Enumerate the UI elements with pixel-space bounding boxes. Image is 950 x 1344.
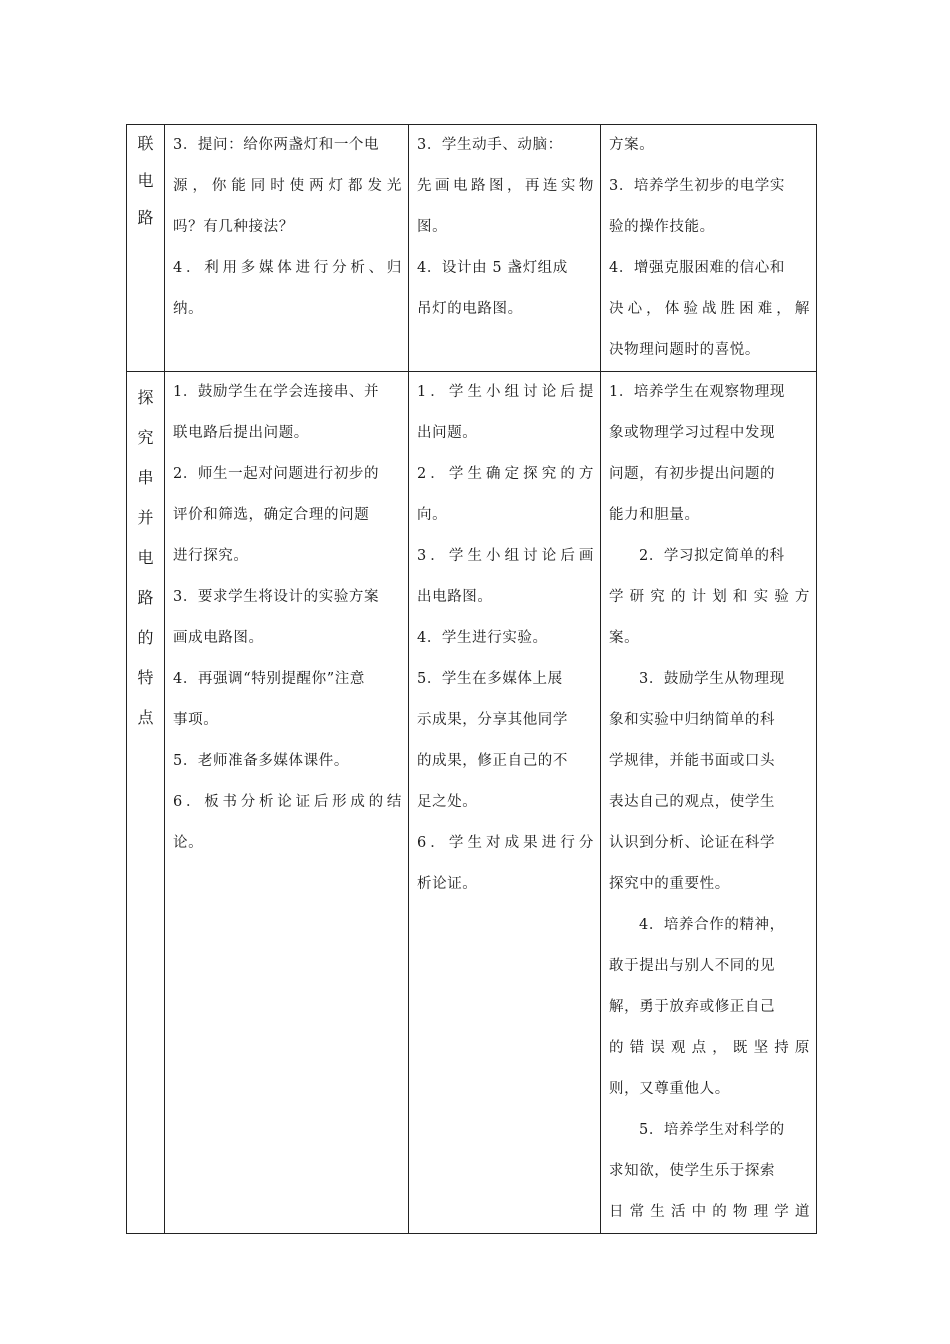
teacher-activity-cell <box>165 125 409 372</box>
section-char: 特 <box>137 668 154 687</box>
text-line: 2．学习拟定简单的科 <box>639 548 785 564</box>
text-line: 3．提问：给你两盏灯和一个电 <box>173 137 380 153</box>
text-line: 先画电路图，再连实物 <box>417 178 594 194</box>
text-line: 求知欲，使学生乐于探索 <box>609 1163 776 1179</box>
text-line: 吗？有几种接法？ <box>173 219 294 235</box>
text-line: 解，勇于放弃或修正自己 <box>609 999 776 1015</box>
table-row <box>127 372 817 1234</box>
text-line: 3．学生小组讨论后画 <box>417 548 594 564</box>
text-line: 案。 <box>609 630 640 646</box>
text-line: 4．培养合作的精神， <box>639 917 785 933</box>
text-line: 4．增强克服困难的信心和 <box>609 260 785 276</box>
text-line: 源，你能同时使两灯都发光 <box>173 178 402 194</box>
section-char: 点 <box>137 708 154 727</box>
section-char: 串 <box>137 468 154 487</box>
student-activity-cell <box>409 372 601 1234</box>
section-char: 联 <box>137 134 154 153</box>
text-line: 3．鼓励学生从物理现 <box>639 671 785 687</box>
text-line: 3．要求学生将设计的实验方案 <box>173 589 380 605</box>
goal-cell <box>601 125 817 372</box>
text-line: 联电路后提出问题。 <box>173 425 309 441</box>
text-line: 示成果，分享其他同学 <box>417 712 568 728</box>
text-line: 学规律，并能书面或口头 <box>609 753 776 769</box>
text-line: 足之处。 <box>417 794 478 810</box>
text-line: 敢于提出与别人不同的见 <box>609 958 776 974</box>
lesson-plan-table <box>126 124 817 1234</box>
text-line: 3．培养学生初步的电学实 <box>609 178 785 194</box>
table-row <box>127 125 817 372</box>
text-line: 4．再强调“特别提醒你”注意 <box>173 671 365 687</box>
text-line: 论。 <box>173 835 204 851</box>
student-activity-cell <box>409 125 601 372</box>
section-char: 的 <box>137 628 154 647</box>
section-char: 究 <box>137 428 154 447</box>
section-label-cell <box>127 125 165 372</box>
text-line: 吊灯的电路图。 <box>417 301 523 317</box>
text-line: 图。 <box>417 219 448 235</box>
text-line: 6．板书分析论证后形成的结 <box>173 794 402 810</box>
text-line: 评价和筛选，确定合理的问题 <box>173 507 370 523</box>
goal-cell <box>601 372 817 1234</box>
text-line: 4．学生进行实验。 <box>417 630 548 646</box>
text-line: 则，又尊重他人。 <box>609 1081 730 1097</box>
text-line: 5．学生在多媒体上展 <box>417 671 563 687</box>
text-line: 4．利用多媒体进行分析、归 <box>173 260 402 276</box>
text-line: 向。 <box>417 507 448 523</box>
teacher-activity-cell <box>165 372 409 1234</box>
text-line: 问题，有初步提出问题的 <box>609 466 776 482</box>
text-line: 认识到分析、论证在科学 <box>609 835 776 851</box>
text-line: 的错误观点，既坚持原 <box>609 1040 810 1056</box>
text-line: 4．设计由 5 盏灯组成 <box>417 260 568 276</box>
text-line: 1．学生小组讨论后提 <box>417 384 594 400</box>
text-line: 日常生活中的物理学道 <box>609 1204 810 1220</box>
section-char: 电 <box>137 171 154 190</box>
text-line: 1．鼓励学生在学会连接串、并 <box>173 384 380 400</box>
text-line: 验的操作技能。 <box>609 219 715 235</box>
text-line: 学研究的计划和实验方 <box>609 589 810 605</box>
text-line: 纳。 <box>173 301 204 317</box>
section-char: 探 <box>137 388 154 407</box>
text-line: 象和实验中归纳简单的科 <box>609 712 776 728</box>
text-line: 出电路图。 <box>417 589 493 605</box>
text-line: 方案。 <box>609 137 655 153</box>
text-line: 象或物理学习过程中发现 <box>609 425 776 441</box>
text-line: 5．老师准备多媒体课件。 <box>173 753 349 769</box>
text-line: 1．培养学生在观察物理现 <box>609 384 785 400</box>
text-line: 探究中的重要性。 <box>609 876 730 892</box>
text-line: 表达自己的观点，使学生 <box>609 794 776 810</box>
section-char: 路 <box>137 588 154 607</box>
text-line: 6．学生对成果进行分 <box>417 835 594 851</box>
text-line: 2．师生一起对问题进行初步的 <box>173 466 380 482</box>
text-line: 5．培养学生对科学的 <box>639 1122 785 1138</box>
text-line: 事项。 <box>173 712 219 728</box>
text-line: 3．学生动手、动脑： <box>417 137 563 153</box>
text-line: 画成电路图。 <box>173 630 264 646</box>
text-line: 进行探究。 <box>173 548 249 564</box>
text-line: 2．学生确定探究的方 <box>417 466 594 482</box>
section-char: 电 <box>137 548 154 567</box>
section-label-cell <box>127 372 165 1234</box>
section-char: 路 <box>137 208 154 227</box>
section-char: 并 <box>137 508 154 527</box>
text-line: 能力和胆量。 <box>609 507 700 523</box>
text-line: 析论证。 <box>417 876 478 892</box>
text-line: 出问题。 <box>417 425 478 441</box>
text-line: 决心，体验战胜困难，解 <box>609 301 810 317</box>
text-line: 的成果，修正自己的不 <box>417 753 568 769</box>
text-line: 决物理问题时的喜悦。 <box>609 342 760 358</box>
